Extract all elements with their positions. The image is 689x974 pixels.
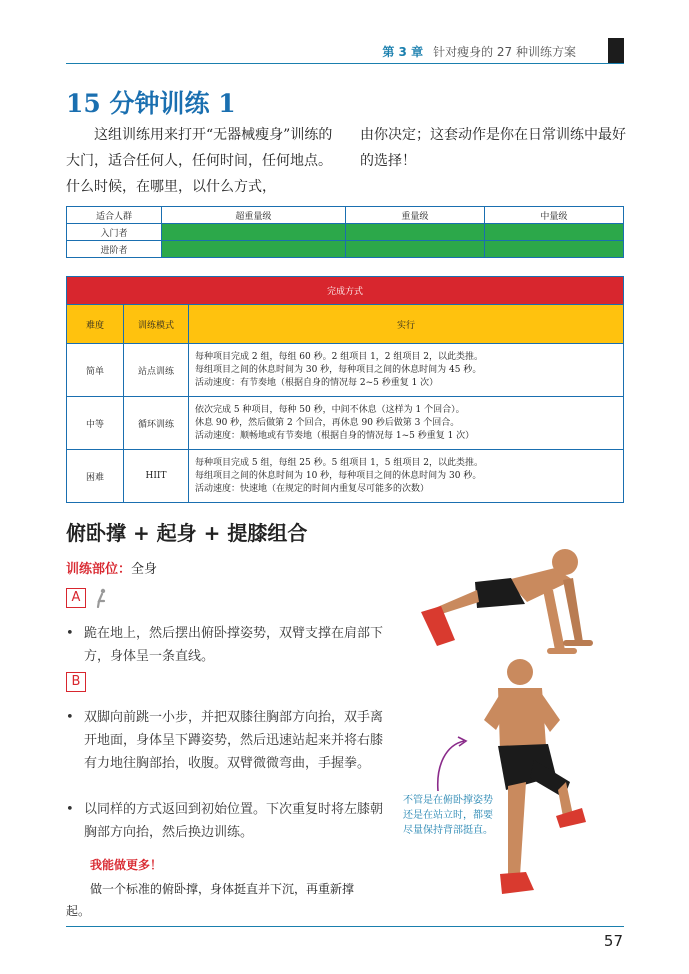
step-a-bullet <box>66 622 386 668</box>
intro-column-2: 由你决定；这套动作是你在日常训练中最好的选择！ <box>360 127 626 169</box>
header-tab <box>608 38 624 64</box>
target-label: 训练部位： <box>66 562 132 577</box>
more-title: 我能做更多！ <box>90 858 163 872</box>
bullet-dot: • <box>66 802 74 817</box>
detail-line: 每种项目完成 2 组，每组 60 秒。2 组项目 1，2 组项目 2，以此类推。 <box>195 351 483 362</box>
mode-cell: 站点训练 <box>124 344 189 397</box>
suitability-row <box>67 224 624 241</box>
mode-row <box>67 397 624 450</box>
footer-rule <box>66 926 624 927</box>
col-header: 训练模式 <box>124 305 189 344</box>
detail-line: 休息 90 秒，然后做第 2 个回合，再休息 90 秒后做第 3 个回合。 <box>195 417 460 428</box>
step-b-badge: B <box>66 672 86 692</box>
curved-arrow-icon <box>430 735 470 795</box>
step-b-bullet <box>66 798 386 844</box>
col-header: 重量级 <box>345 207 484 224</box>
detail-line: 活动速度：有节奏地（根据自身的情况每 2~5 秒重复 1 次） <box>195 377 439 388</box>
mode-row <box>67 344 624 397</box>
row-label: 进阶者 <box>67 241 162 258</box>
chapter-title: 针对瘦身的 27 种训练方案 <box>433 45 576 59</box>
suitability-table <box>66 206 624 258</box>
detail-line: 每组项目之间的休息时间为 30 秒，每种项目之间的休息时间为 45 秒。 <box>195 364 482 375</box>
more-text: 做一个标准的俯卧撑，身体挺直并下沉，再重新撑起。 <box>66 882 355 918</box>
target-area <box>66 558 157 577</box>
header-rule <box>66 63 624 64</box>
chapter-label <box>382 43 576 60</box>
mode-title-row <box>67 277 624 305</box>
detail-line: 依次完成 5 种项目，每种 50 秒，中间不休息（这样为 1 个回合）。 <box>195 404 465 415</box>
bullet-dot: • <box>66 710 74 725</box>
level-cell: 困难 <box>67 450 124 503</box>
step-a-text: 跪在地上，然后摆出俯卧撑姿势，双臂支撑在肩部下方，身体呈一条直线。 <box>84 626 384 664</box>
filled-cell <box>162 241 346 258</box>
filled-cell <box>484 224 623 241</box>
row-label: 入门者 <box>67 224 162 241</box>
target-value: 全身 <box>131 562 158 577</box>
detail-line: 活动速度：顺畅地或有节奏地（根据自身的情况每 1~5 秒重复 1 次） <box>195 430 475 441</box>
knee-raise-figure <box>470 650 600 910</box>
suitability-row <box>67 241 624 258</box>
mode-table-title: 完成方式 <box>67 277 624 305</box>
chapter-number: 第 3 章 <box>382 45 424 59</box>
detail-line: 每种项目完成 5 组，每组 25 秒。5 组项目 1，5 组项目 2，以此类推。 <box>195 457 483 468</box>
filled-cell <box>484 241 623 258</box>
filled-cell <box>162 224 346 241</box>
detail-line: 活动速度：快速地（在规定的时间内重复尽可能多的次数） <box>195 483 430 494</box>
mode-row <box>67 450 624 503</box>
col-header: 难度 <box>67 305 124 344</box>
level-cell: 中等 <box>67 397 124 450</box>
kneel-icon <box>92 588 108 608</box>
mode-cell: HIIT <box>124 450 189 503</box>
exercise-title: 俯卧撑 + 起身 + 提膝组合 <box>66 521 308 545</box>
detail-cell <box>189 344 624 397</box>
filled-cell <box>345 224 484 241</box>
step-b-text-1: 双脚向前跳一小步，并把双膝往胸部方向抬，双手离开地面，身体呈下蹲姿势，然后迅速站起来并将右膝有力地往胸部抬，收腹。双臂微微弯曲，手握拳。 <box>84 710 384 771</box>
pushup-figure <box>415 520 630 660</box>
col-header: 中量级 <box>484 207 623 224</box>
step-a-badge: A <box>66 588 86 608</box>
step-b-text-2: 以同样的方式返回到初始位置。下次重复时将左膝朝胸部方向抬，然后换边训练。 <box>84 802 384 840</box>
detail-line: 每组项目之间的休息时间为 10 秒，每种项目之间的休息时间为 30 秒。 <box>195 470 482 481</box>
step-b-bullet <box>66 706 386 775</box>
training-mode-table <box>66 276 624 503</box>
filled-cell <box>345 241 484 258</box>
col-header: 实行 <box>189 305 624 344</box>
intro-column-1: 这组训练用来打开“无器械瘦身”训练的大门，适合任何人，任何时间，任何地点。什么时候，在哪里，以什么方式， <box>66 127 333 195</box>
page-number: 57 <box>603 932 623 950</box>
col-header: 超重量级 <box>162 207 346 224</box>
mode-cell: 循环训练 <box>124 397 189 450</box>
page-title: 15 分钟训练 1 <box>66 89 236 118</box>
level-cell: 简单 <box>67 344 124 397</box>
running-header <box>66 38 624 64</box>
figure-caption: 不管是在俯卧撑姿势还是在站立时，都要尽量保持背部挺直。 <box>403 795 493 836</box>
col-header: 适合人群 <box>67 207 162 224</box>
bullet-dot: • <box>66 626 74 641</box>
mode-header-row <box>67 305 624 344</box>
detail-cell <box>189 450 624 503</box>
suitability-header-row <box>67 207 624 224</box>
detail-cell <box>189 397 624 450</box>
